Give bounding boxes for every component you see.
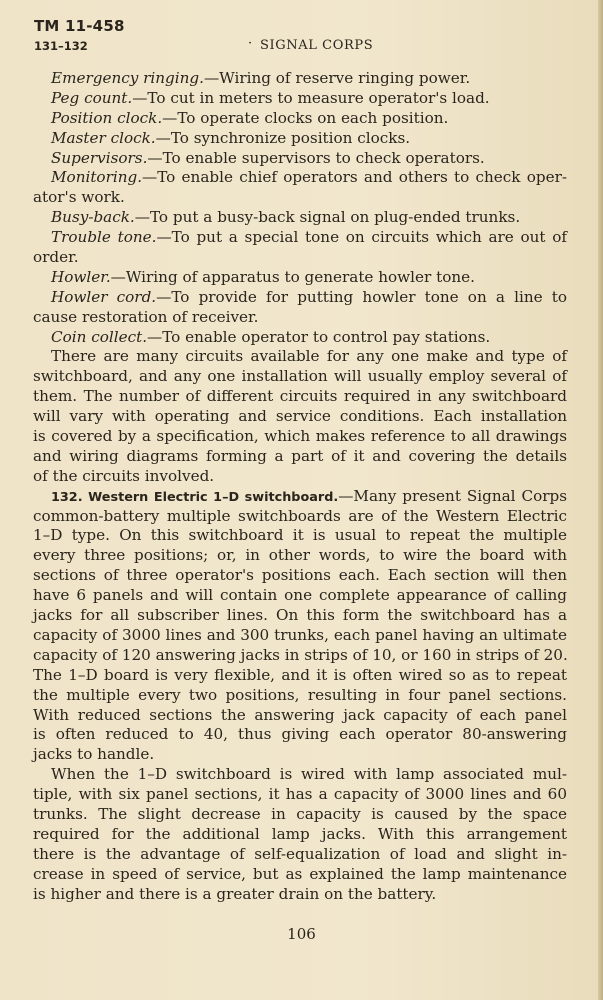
paragraph-line: switchboard, and any one installation will usually employ several of bbox=[33, 367, 567, 386]
definition-line bbox=[33, 268, 567, 288]
definition-line bbox=[33, 129, 567, 149]
definition-text: —To put a special tone on circuits which are out of bbox=[156, 228, 567, 247]
definition-text: —To provide for putting howler tone on a line to bbox=[156, 287, 568, 306]
paragraph-line: is often reduced to 40, thus giving each operator 80-answering bbox=[33, 725, 567, 744]
paragraph-line: have 6 panels and will contain one complete appearance of calling bbox=[33, 586, 567, 605]
definition-line bbox=[33, 328, 567, 348]
section-heading-line bbox=[33, 487, 567, 507]
definition-line bbox=[33, 89, 567, 109]
paragraph-lamp bbox=[33, 765, 567, 904]
paragraph-line: of the circuits involved. bbox=[33, 466, 215, 485]
definition-line bbox=[33, 208, 567, 228]
paragraph-line: required for the additional lamp jacks. With this arrangement bbox=[33, 824, 567, 843]
running-title: SIGNAL CORPS bbox=[260, 38, 374, 53]
definition-text: —Wiring of reserve ringing power. bbox=[203, 69, 471, 87]
paragraph-line: The 1–D board is very flexible, and it is often wired so as to repeat bbox=[33, 665, 567, 684]
paragraph-line: will vary with operating and service conditions. Each installation bbox=[33, 407, 567, 426]
definition-line bbox=[33, 228, 567, 248]
paragraph-line: tiple, with six panel sections, it has a capacity of 3000 lines and 60 bbox=[33, 785, 567, 804]
definition-term: Howler. bbox=[51, 267, 111, 286]
definition-text: —To put a busy-back signal on plug-ended trunks. bbox=[134, 208, 521, 227]
paragraph-line: and wiring diagrams forming a part of it and covering the details bbox=[33, 446, 567, 465]
definition-term: Busy-back. bbox=[51, 208, 135, 227]
paragraph-line: the multiple every two positions, resulting in four panel sections. bbox=[33, 685, 567, 704]
definition-line bbox=[33, 168, 567, 188]
definition-term: Monitoring. bbox=[51, 168, 143, 187]
paragraph-line: every three positions; or, in other words, to wire the board with bbox=[33, 546, 567, 565]
definition-text: —To cut in meters to measure operator's load. bbox=[132, 88, 490, 107]
paragraph-circuits bbox=[33, 347, 567, 486]
body-text bbox=[33, 69, 567, 904]
page-number: 106 bbox=[287, 925, 316, 943]
section-132 bbox=[33, 487, 567, 765]
paragraph-line: jacks to handle. bbox=[33, 745, 155, 764]
definition-term: Peg count. bbox=[51, 88, 133, 107]
definition-text: —To enable chief operators and others to check oper- bbox=[142, 168, 567, 187]
paragraph-line: trunks. The slight decrease in capacity is caused by the space bbox=[33, 804, 567, 823]
definition-term: Coin collect. bbox=[51, 327, 148, 346]
definition-term: Position clock. bbox=[51, 108, 163, 127]
definition-continuation: order. bbox=[33, 248, 79, 267]
section-heading: 132. Western Electric 1–D switchboard. bbox=[51, 489, 339, 505]
paragraph-line: capacity of 120 answering jacks in strips of 10, or 160 in strips of 20. bbox=[33, 645, 568, 664]
manual-id: TM 11-458 bbox=[34, 17, 125, 35]
definition-list bbox=[33, 69, 567, 347]
header-mark: · bbox=[248, 36, 253, 51]
definition-term: Emergency ringing. bbox=[51, 69, 204, 87]
definition-line bbox=[33, 149, 567, 169]
definition-term: Supervisors. bbox=[51, 148, 148, 167]
paragraph-line: 1–D type. On this switchboard it is usual to repeat the multiple bbox=[33, 526, 567, 545]
definition-continuation: ator's work. bbox=[33, 188, 125, 207]
paragraph-line: sections of three operator's positions each. Each section will then bbox=[33, 566, 567, 585]
definition-text: —To synchronize position clocks. bbox=[155, 128, 411, 147]
paragraph-line: jacks for all subscriber lines. On this form the switchboard has a bbox=[33, 606, 567, 625]
definition-term: Master clock. bbox=[51, 128, 156, 147]
page-range: 131–132 bbox=[34, 39, 88, 53]
paragraph-line: common-battery multiple switchboards are of the Western Electric bbox=[33, 506, 567, 525]
paragraph-line: capacity of 3000 lines and 300 trunks, each panel having an ultimate bbox=[33, 625, 567, 644]
definition-continuation: cause restoration of receiver. bbox=[33, 307, 259, 326]
definition-text: —To enable supervisors to check operators. bbox=[147, 148, 485, 167]
definition-line bbox=[33, 109, 567, 129]
paragraph-line: is higher and there is a greater drain on the battery. bbox=[33, 884, 437, 903]
paragraph-line: There are many circuits available for any one make and type of bbox=[51, 347, 567, 366]
definition-text: —To operate clocks on each position. bbox=[162, 108, 449, 127]
paragraph-line: them. The number of different circuits required in any switchboard bbox=[33, 387, 567, 406]
definition-line bbox=[33, 288, 567, 308]
definition-line bbox=[33, 69, 567, 89]
definition-term: Howler cord. bbox=[51, 287, 157, 306]
paragraph-line: When the 1–D switchboard is wired with lamp associated mul- bbox=[51, 765, 567, 784]
paragraph-line: With reduced sections the answering jack capacity of each panel bbox=[33, 705, 567, 724]
section-first-line: —Many present Signal Corps bbox=[338, 486, 567, 505]
definition-term: Trouble tone. bbox=[51, 228, 157, 247]
paragraph-line: there is the advantage of self-equalization of load and slight in- bbox=[33, 844, 567, 863]
definition-text: —Wiring of apparatus to generate howler tone. bbox=[110, 267, 475, 286]
paragraph-line: crease in speed of service, but as explained the lamp maintenance bbox=[33, 864, 567, 883]
paragraph-line: is covered by a specification, which makes reference to all drawings bbox=[33, 427, 567, 446]
definition-text: —To enable operator to control pay stations. bbox=[147, 327, 491, 346]
page-edge bbox=[598, 0, 603, 1000]
